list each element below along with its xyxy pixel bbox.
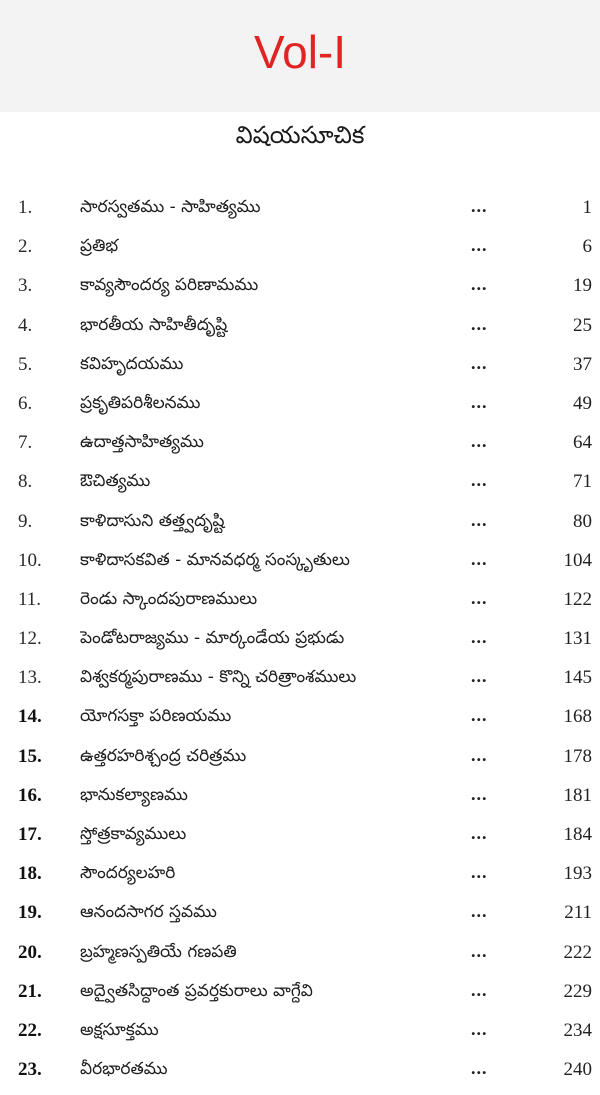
entry-page-number: 122 — [563, 588, 592, 610]
entry-leader-dots: ... — [471, 391, 488, 412]
entry-number: 5. — [18, 353, 33, 375]
volume-banner — [0, 0, 600, 112]
entry-number: 6. — [18, 392, 33, 414]
entry-title: స్తోత్రకావ్యములు — [80, 824, 187, 844]
entry-leader-dots: ... — [471, 1058, 488, 1079]
entry-title: ఉదాత్తసాహిత్యము — [80, 432, 204, 453]
toc-entry-16 — [0, 776, 600, 815]
toc-entry-11 — [0, 580, 600, 619]
entry-number: 17. — [18, 824, 42, 845]
entry-leader-dots: ... — [471, 235, 488, 256]
entry-page-number: 49 — [573, 392, 592, 414]
toc-entry-15 — [0, 737, 600, 776]
entry-number: 9. — [18, 510, 33, 532]
entry-title: కాళిదాసకవిత - మానవధర్మ సంస్కృతులు — [80, 549, 350, 570]
entry-title: పెండోటరాజ్యము - మార్కండేయ ప్రభుడు — [80, 628, 345, 649]
entry-leader-dots: ... — [471, 509, 488, 530]
entry-leader-dots: ... — [471, 979, 488, 1000]
entry-title: ఉత్తరహరిశ్చంద్ర చరిత్రము — [80, 745, 247, 766]
entry-title: సారస్వతము - సాహిత్యము — [80, 197, 261, 217]
entry-page-number: 181 — [563, 784, 592, 806]
entry-number: 8. — [18, 471, 33, 493]
entry-page-number: 184 — [563, 824, 592, 845]
entry-number: 22. — [18, 1019, 42, 1041]
toc-entry-21 — [0, 972, 600, 1011]
entry-page-number: 71 — [573, 471, 592, 493]
toc-entry-20 — [0, 933, 600, 972]
entry-title: అక్షసూక్తము — [80, 1019, 159, 1040]
entry-title: బ్రహ్మణస్పతియే గణపతి — [80, 941, 237, 962]
toc-list — [0, 188, 600, 1089]
entry-page-number: 131 — [563, 628, 592, 650]
entry-number: 13. — [18, 667, 42, 689]
entry-number: 2. — [18, 236, 33, 258]
toc-entry-12 — [0, 619, 600, 658]
entry-number: 21. — [18, 980, 42, 1002]
entry-number: 18. — [18, 863, 42, 885]
entry-number: 15. — [18, 745, 42, 767]
toc-entry-9 — [0, 502, 600, 541]
entry-page-number: 222 — [563, 941, 592, 963]
entry-title: ప్రకృతిపరిశీలనము — [80, 392, 201, 413]
entry-leader-dots: ... — [471, 705, 488, 726]
entry-number: 20. — [18, 941, 42, 963]
entry-page-number: 234 — [563, 1019, 592, 1041]
entry-page-number: 211 — [564, 902, 592, 924]
entry-page-number: 25 — [573, 314, 592, 336]
entry-number: 16. — [18, 784, 42, 806]
entry-leader-dots: ... — [471, 627, 488, 648]
entry-page-number: 178 — [563, 745, 592, 767]
entry-title: భారతీయ సాహితీదృష్టి — [80, 314, 228, 335]
toc-entry-22 — [0, 1011, 600, 1050]
toc-entry-8 — [0, 462, 600, 501]
entry-leader-dots: ... — [471, 274, 488, 295]
entry-leader-dots: ... — [471, 901, 488, 922]
entry-leader-dots: ... — [471, 196, 488, 216]
entry-number: 7. — [18, 432, 33, 454]
toc-entry-10 — [0, 541, 600, 580]
entry-title: ప్రతిభ — [80, 236, 119, 257]
entry-leader-dots: ... — [471, 862, 488, 883]
entry-leader-dots: ... — [471, 313, 488, 334]
entry-page-number: 6 — [582, 236, 592, 258]
entry-number: 19. — [18, 902, 42, 924]
toc-entry-6 — [0, 384, 600, 423]
toc-entry-18 — [0, 854, 600, 893]
toc-entry-5 — [0, 345, 600, 384]
entry-title: రెండు స్కాందపురాణములు — [80, 588, 258, 609]
entry-leader-dots: ... — [471, 548, 488, 569]
toc-entry-7 — [0, 423, 600, 462]
toc-entry-3 — [0, 266, 600, 305]
toc-entry-2 — [0, 227, 600, 266]
entry-leader-dots: ... — [471, 940, 488, 961]
entry-page-number: 104 — [563, 549, 592, 571]
toc-entry-13 — [0, 658, 600, 697]
entry-title: ఆనందసాగర స్తవము — [80, 902, 217, 923]
entry-number: 1. — [18, 197, 33, 218]
entry-leader-dots: ... — [471, 431, 488, 452]
entry-page-number: 168 — [563, 706, 592, 728]
toc-entry-19 — [0, 893, 600, 932]
toc-entry-17 — [0, 815, 600, 854]
entry-title: వీరభారతము — [80, 1059, 168, 1080]
toc-entry-14 — [0, 697, 600, 736]
entry-title: కావ్యసౌందర్య పరిణామము — [80, 275, 259, 296]
entry-page-number: 80 — [573, 510, 592, 532]
entry-page-number: 64 — [573, 432, 592, 454]
toc-heading: విషయసూచిక — [235, 121, 365, 149]
entry-leader-dots: ... — [471, 1018, 488, 1039]
entry-page-number: 19 — [573, 275, 592, 297]
entry-number: 10. — [18, 549, 42, 571]
entry-title: భానుకల్యాణము — [80, 784, 188, 805]
entry-leader-dots: ... — [471, 666, 488, 687]
entry-leader-dots: ... — [471, 587, 488, 608]
entry-number: 11. — [18, 588, 42, 610]
entry-number: 14. — [18, 706, 42, 728]
entry-leader-dots: ... — [471, 470, 488, 491]
entry-title: విశ్వకర్మపురాణము - కొన్ని చరిత్రాంశములు — [80, 667, 357, 688]
toc-entry-4 — [0, 306, 600, 345]
entry-leader-dots: ... — [471, 783, 488, 804]
entry-number: 12. — [18, 628, 42, 650]
toc-entry-1 — [0, 188, 600, 227]
entry-title: సౌందర్యలహరి — [80, 863, 176, 884]
entry-page-number: 193 — [563, 863, 592, 885]
entry-leader-dots: ... — [471, 823, 488, 843]
entry-title: ఔచిత్యము — [80, 471, 151, 492]
entry-title: అద్వైతసిద్ధాంత ప్రవర్తకురాలు వాగ్దేవి — [80, 980, 313, 1001]
entry-title: యోగసక్తా పరిణయము — [80, 706, 232, 727]
entry-page-number: 1 — [582, 197, 592, 218]
entry-leader-dots: ... — [471, 352, 488, 373]
entry-number: 23. — [18, 1059, 42, 1081]
entry-title: కవిహృదయము — [80, 353, 184, 374]
entry-page-number: 37 — [573, 353, 592, 375]
entry-number: 3. — [18, 275, 33, 297]
entry-page-number: 229 — [563, 980, 592, 1002]
entry-leader-dots: ... — [471, 744, 488, 765]
entry-page-number: 145 — [563, 667, 592, 689]
entry-title: కాళిదాసుని తత్త్వదృష్టి — [80, 510, 225, 531]
toc-entry-23 — [0, 1050, 600, 1089]
volume-title: Vol-I — [253, 26, 347, 78]
entry-number: 4. — [18, 314, 33, 336]
entry-page-number: 240 — [563, 1059, 592, 1081]
